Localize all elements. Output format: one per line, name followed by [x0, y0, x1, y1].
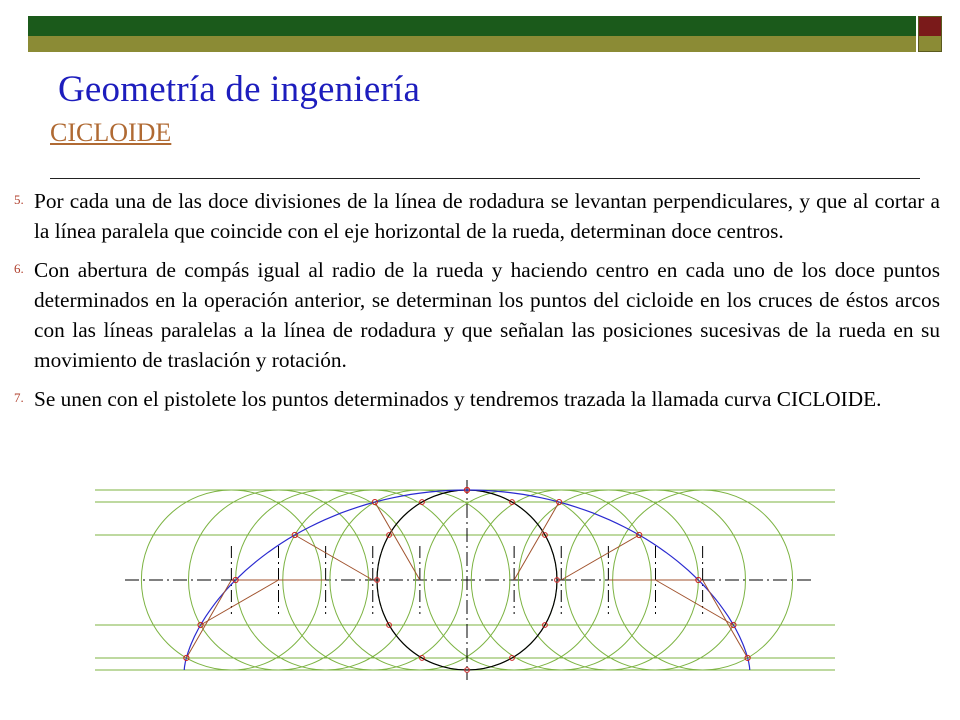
radius-line — [561, 535, 639, 580]
step-text: Por cada una de las doce divisiones de la línea de rodadura se levantan perpendiculares, y que al cortar a la línea paralela que coincide con el eje horizontal de la rueda, determinan doce centros. — [34, 189, 940, 243]
step-number: 5. — [14, 192, 24, 207]
step-item — [14, 255, 940, 375]
radius-line — [186, 580, 231, 658]
step-item — [14, 186, 940, 246]
radius-line — [295, 535, 373, 580]
step-text: Se unen con el pistolete los puntos determinados y tendremos trazada la llamada curva CICLOIDE. — [34, 387, 882, 411]
corner-frame — [918, 16, 942, 52]
title-divider — [50, 178, 920, 179]
cycloid-construction-diagram — [95, 470, 845, 685]
radius-line — [703, 580, 748, 658]
header-bar — [28, 16, 916, 36]
radius-line — [375, 502, 420, 580]
radius-line — [514, 502, 559, 580]
step-number: 7. — [14, 390, 24, 405]
steps-list — [14, 186, 940, 423]
step-text: Con abertura de compás igual al radio de la rueda y haciendo centro en cada uno de los doce puntos determinados en la operación anterior, se determinan los puntos del cicloide en los cruces de éstos arcos con las líneas paralelas a la línea de rodadura y que señalan las posiciones sucesivas de la rueda en su movimiento de traslación y rotación. — [34, 258, 940, 372]
header-band — [28, 36, 916, 52]
radius-line — [201, 580, 279, 625]
step-item — [14, 384, 940, 414]
section-subtitle: CICLOIDE — [50, 118, 172, 147]
step-number: 6. — [14, 261, 24, 276]
page-title: Geometría de ingeniería — [58, 69, 421, 110]
radius-line — [655, 580, 733, 625]
